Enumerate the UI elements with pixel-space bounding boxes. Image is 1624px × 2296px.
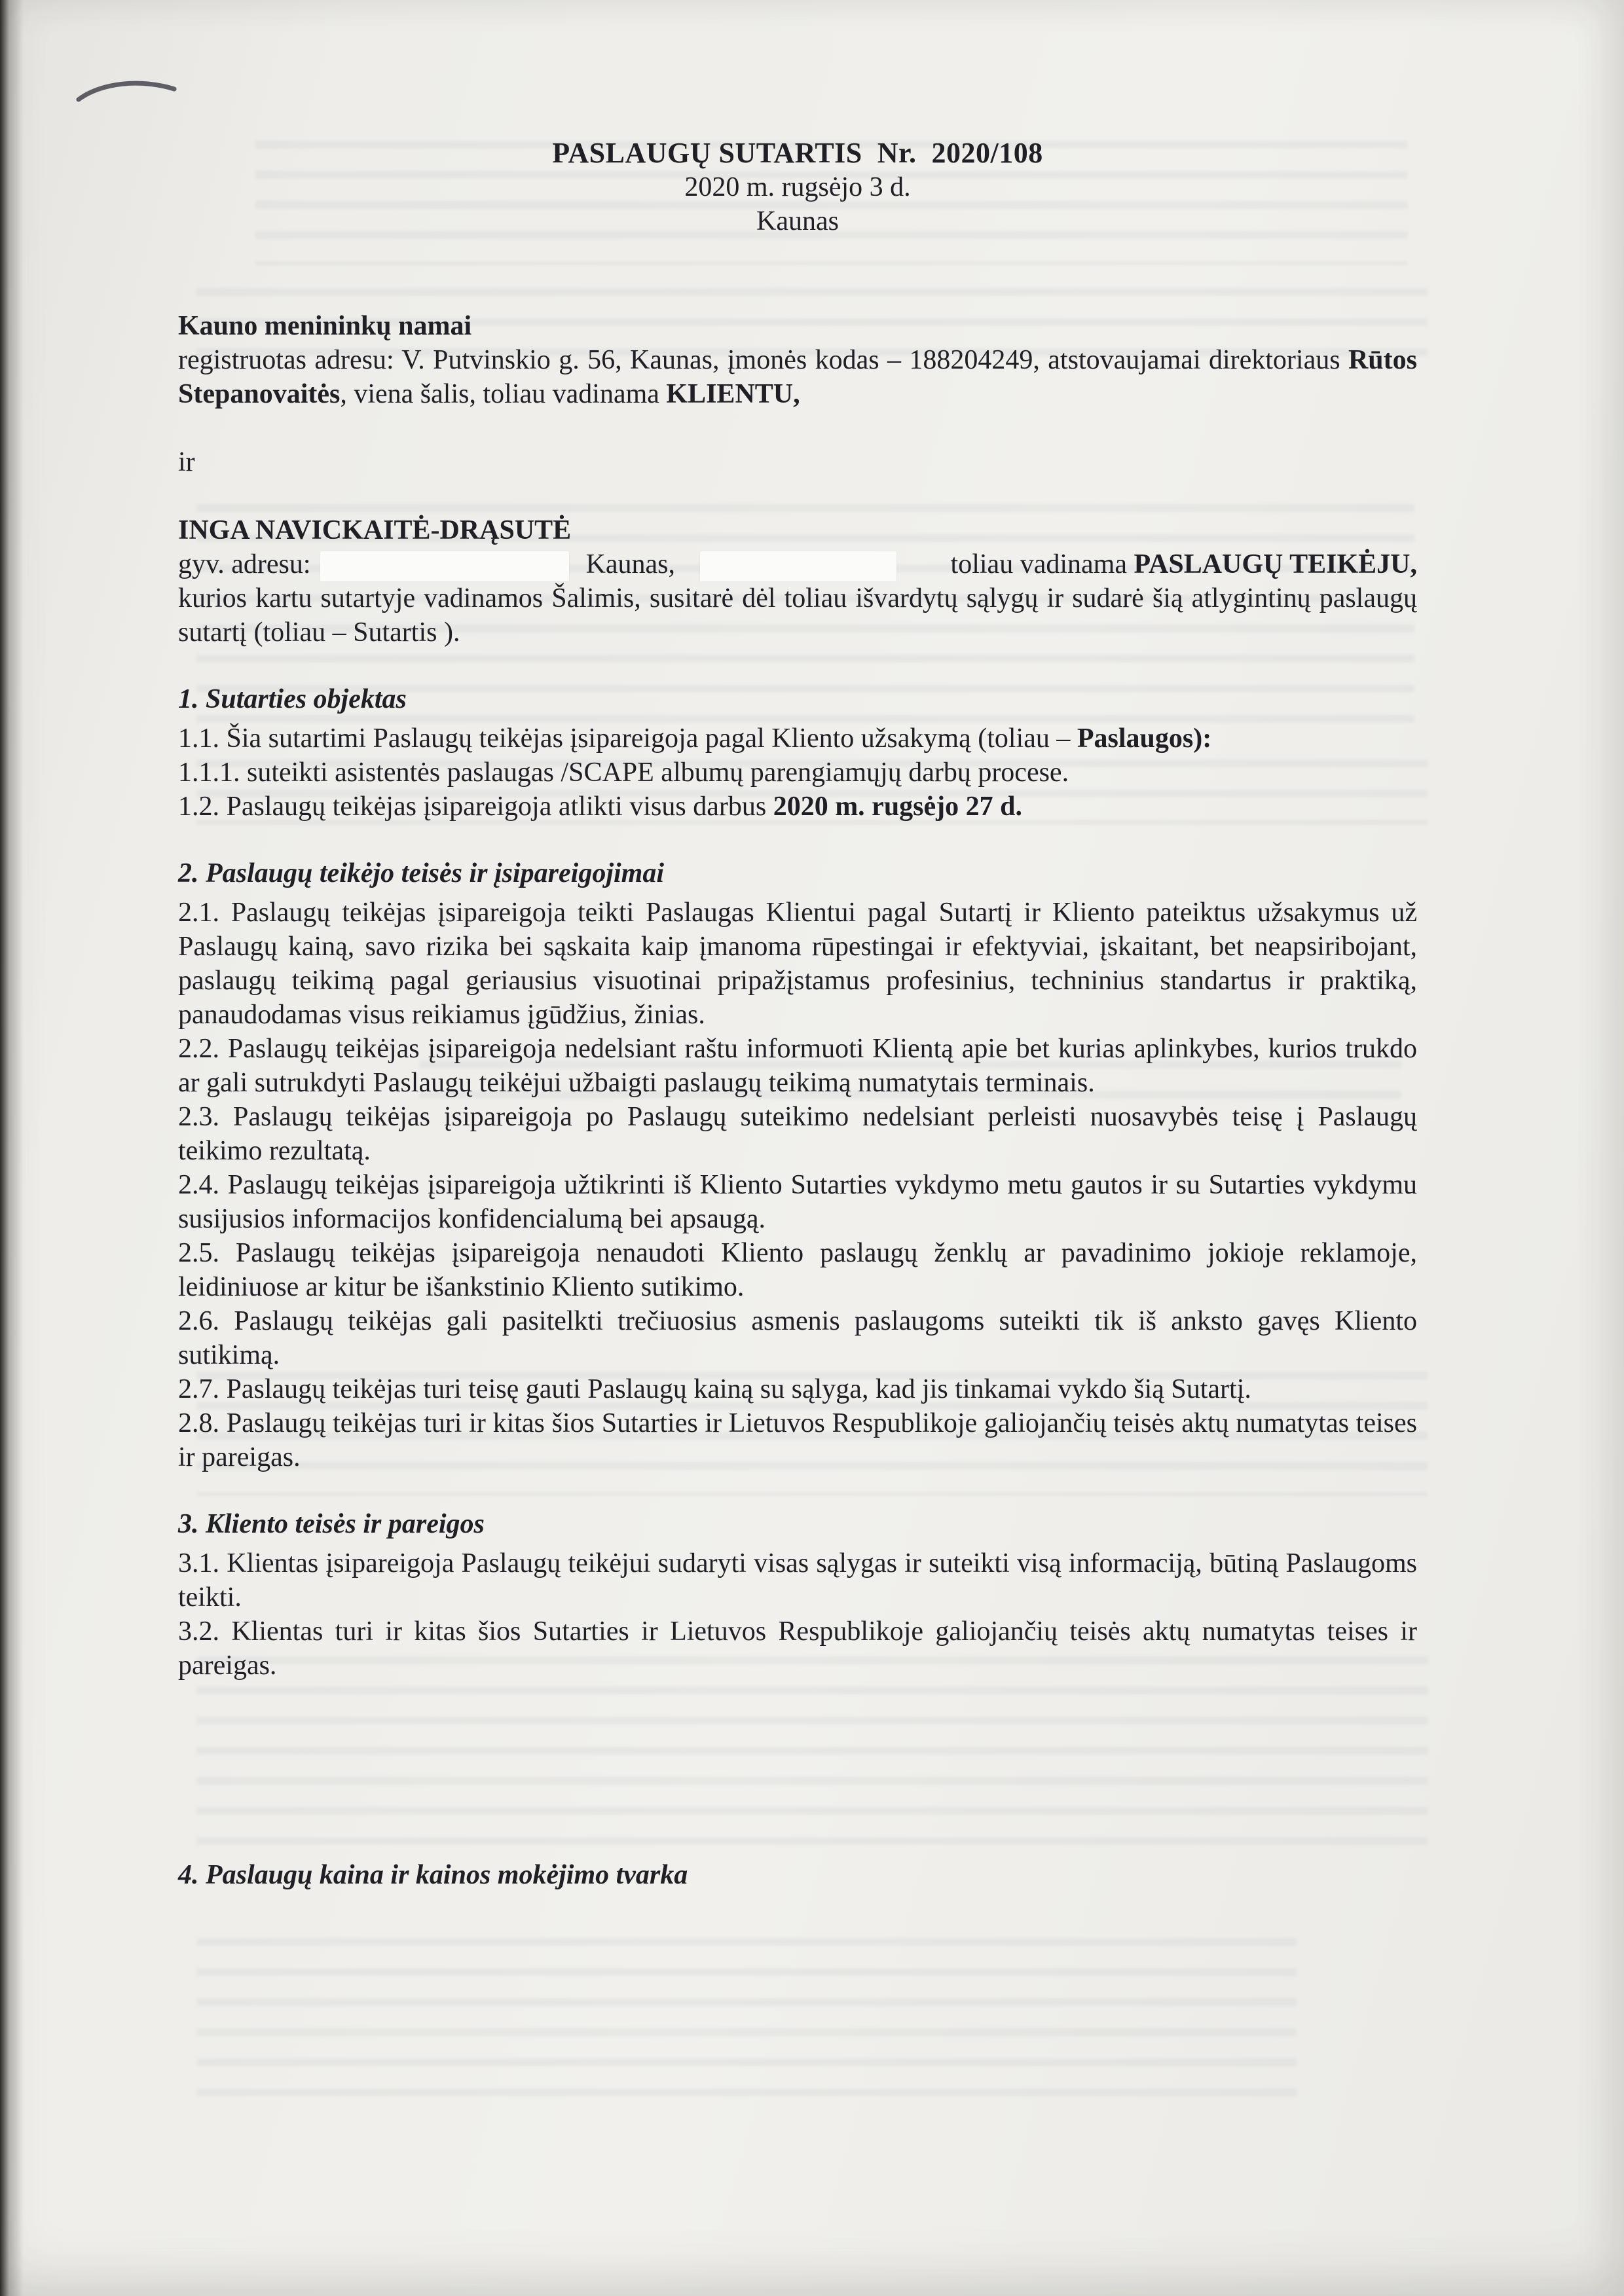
contract-paragraph bbox=[178, 1546, 1417, 1614]
contract-paragraph bbox=[178, 721, 1417, 756]
contract-paragraph bbox=[178, 1236, 1417, 1304]
contract-content bbox=[178, 136, 1417, 1897]
spacer bbox=[178, 411, 1417, 445]
client-name: Kauno menininkų namai bbox=[178, 311, 472, 341]
parties-block bbox=[178, 309, 1417, 649]
paragraph-run: 2.2. Paslaugų teikėjas įsipareigoja nedelsiant raštu informuoti Klientą apie bet kurias aplinkybes, kurios trukdo ar gali sutrukdyti Paslaugų teikėjui užbaigti paslaugų teikimą numatytais terminais. bbox=[178, 1034, 1417, 1098]
contract-paragraph bbox=[178, 790, 1417, 824]
contract-date: 2020 m. rugsėjo 3 d. bbox=[684, 172, 911, 202]
provider-designation bbox=[951, 547, 1417, 581]
section-heading: 2. Paslaugų teikėjo teisės ir įsipareigojimai bbox=[178, 858, 665, 888]
paragraph-run: 2.5. Paslaugų teikėjas įsipareigoja nenaudoti Kliento paslaugų ženklų ar pavadinimo jokioje reklamoje, leidiniuose ar kitur be išankstinio Kliento sutikimo. bbox=[178, 1238, 1417, 1302]
pen-mark bbox=[73, 73, 185, 115]
sections bbox=[178, 682, 1417, 1892]
paragraph-run: 1.1. Šia sutartimi Paslaugų teikėjas įsipareigoja pagal Kliento užsakymą (toliau – bbox=[178, 723, 1077, 754]
section-heading: 4. Paslaugų kaina ir kainos mokėjimo tvarka bbox=[178, 1860, 688, 1890]
address-city: Kaunas, bbox=[585, 549, 676, 579]
paragraph-run: 2.4. Paslaugų teikėjas įsipareigoja užtikrinti iš Kliento Sutarties vykdymo metu gautos ir su Sutarties vykdymu susijusios informacijos konfidencialumą bei apsaugą. bbox=[178, 1170, 1417, 1234]
client-role-label: KLIENTU, bbox=[666, 379, 800, 409]
redaction-box bbox=[320, 551, 569, 581]
paragraph-run: 3.2. Klientas turi ir kitas šios Sutarties ir Lietuvos Respublikoje galiojančių teisės aktų numatytas teises ir pareigas. bbox=[178, 1616, 1417, 1681]
spacer bbox=[178, 479, 1417, 513]
contract-section bbox=[178, 1507, 1417, 1683]
contract-paragraph bbox=[178, 1032, 1417, 1100]
paragraph-run: 2.3. Paslaugų teikėjas įsipareigoja po Paslaugų suteikimo nedelsiant perleisti nuosavybės teisę į Paslaugų teikimo rezultatą. bbox=[178, 1102, 1417, 1166]
provider-vadinama-text: toliau vadinama bbox=[950, 549, 1134, 579]
client-details-text: registruotas adresu: V. Putvinskio g. 56, Kaunas, įmonės kodas – 188204249, atstovaujamai direktoriaus bbox=[178, 345, 1348, 375]
paragraph-run: 1.2. Paslaugų teikėjas įsipareigoja atlikti visus darbus bbox=[178, 792, 773, 822]
paragraph-run-bold: 2020 m. rugsėjo 27 d. bbox=[773, 792, 1023, 822]
paragraph-run: 2.8. Paslaugų teikėjas turi ir kitas šios Sutarties ir Lietuvos Respublikoje galiojančių teisės aktų numatytas teises ir pareigas. bbox=[178, 1408, 1417, 1472]
contract-section bbox=[178, 1858, 1417, 1892]
paragraph-run-bold: Paslaugos): bbox=[1077, 723, 1212, 754]
scan-left-edge-shadow bbox=[0, 0, 24, 2296]
contract-paragraph bbox=[178, 1100, 1417, 1168]
paragraph-run: 2.1. Paslaugų teikėjas įsipareigoja teikti Paslaugas Klientui pagal Sutartį ir Kliento pateiktus užsakymus už Paslaugų kainą, savo rizika bei sąskaita kaip įmanoma rūpestingai ir efektyviai, įskaitant, bet neapsiribojant, paslaugų teikimą pagal geriausius visuotinai pripažįstamus profesinius, techninius standartus ir praktiką, panaudodamas visus reikiamus įgūdžius, žinias. bbox=[178, 898, 1417, 1030]
and-word: ir bbox=[178, 447, 195, 477]
contract-paragraph bbox=[178, 896, 1417, 1032]
contract-paragraph bbox=[178, 1168, 1417, 1236]
contract-city: Kaunas bbox=[756, 206, 839, 236]
paragraph-run: 1.1.1. suteikti asistentės paslaugas /SCAPE albumų parengiamųjų darbų procese. bbox=[178, 757, 1069, 788]
contract-section bbox=[178, 856, 1417, 1474]
client-details-text-2: , viena šalis, toliau vadinama bbox=[340, 379, 667, 409]
contract-paragraph bbox=[178, 1304, 1417, 1372]
paragraph-run: 2.6. Paslaugų teikėjas gali pasitelkti trečiuosius asmenis paslaugoms suteikti tik iš anksto gavęs Kliento sutikimą. bbox=[178, 1306, 1417, 1370]
redaction-box bbox=[700, 551, 896, 581]
contract-paragraph bbox=[178, 756, 1417, 790]
section-heading: 3. Kliento teisės ir pareigos bbox=[178, 1509, 485, 1539]
contract-paragraph bbox=[178, 1614, 1417, 1683]
parties-tail: kurios kartu sutartyje vadinamos Šalimis, susitarė dėl toliau išvardytų sąlygų ir sudarė šią atlygintinų paslaugų sutartį (toliau – Sutartis ). bbox=[178, 583, 1417, 647]
contract-section bbox=[178, 682, 1417, 824]
contract-title: PASLAUGŲ SUTARTIS Nr. 2020/108 bbox=[552, 137, 1043, 169]
address-label: gyv. adresu: bbox=[178, 549, 311, 579]
contract-paragraph bbox=[178, 1406, 1417, 1474]
section-heading: 1. Sutarties objektas bbox=[178, 684, 407, 714]
paragraph-run: 2.7. Paslaugų teikėjas turi teisę gauti Paslaugų kainą su sąlyga, kad jis tinkamai vykdo šią Sutartį. bbox=[178, 1374, 1251, 1404]
provider-name: INGA NAVICKAITĖ-DRĄSUTĖ bbox=[178, 515, 572, 545]
client-details bbox=[178, 343, 1417, 411]
paragraph-run: 3.1. Klientas įsipareigoja Paslaugų teikėjui sudaryti visas sąlygas ir suteikti visą informaciją, būtiną Paslaugoms teikti. bbox=[178, 1548, 1417, 1613]
provider-address-line bbox=[178, 547, 1417, 581]
client-director-name: Rūtos Stepanovaitės bbox=[178, 345, 1417, 409]
provider-role-label: PASLAUGŲ TEIKĖJU, bbox=[1134, 549, 1417, 579]
contract-paragraph bbox=[178, 1372, 1417, 1406]
